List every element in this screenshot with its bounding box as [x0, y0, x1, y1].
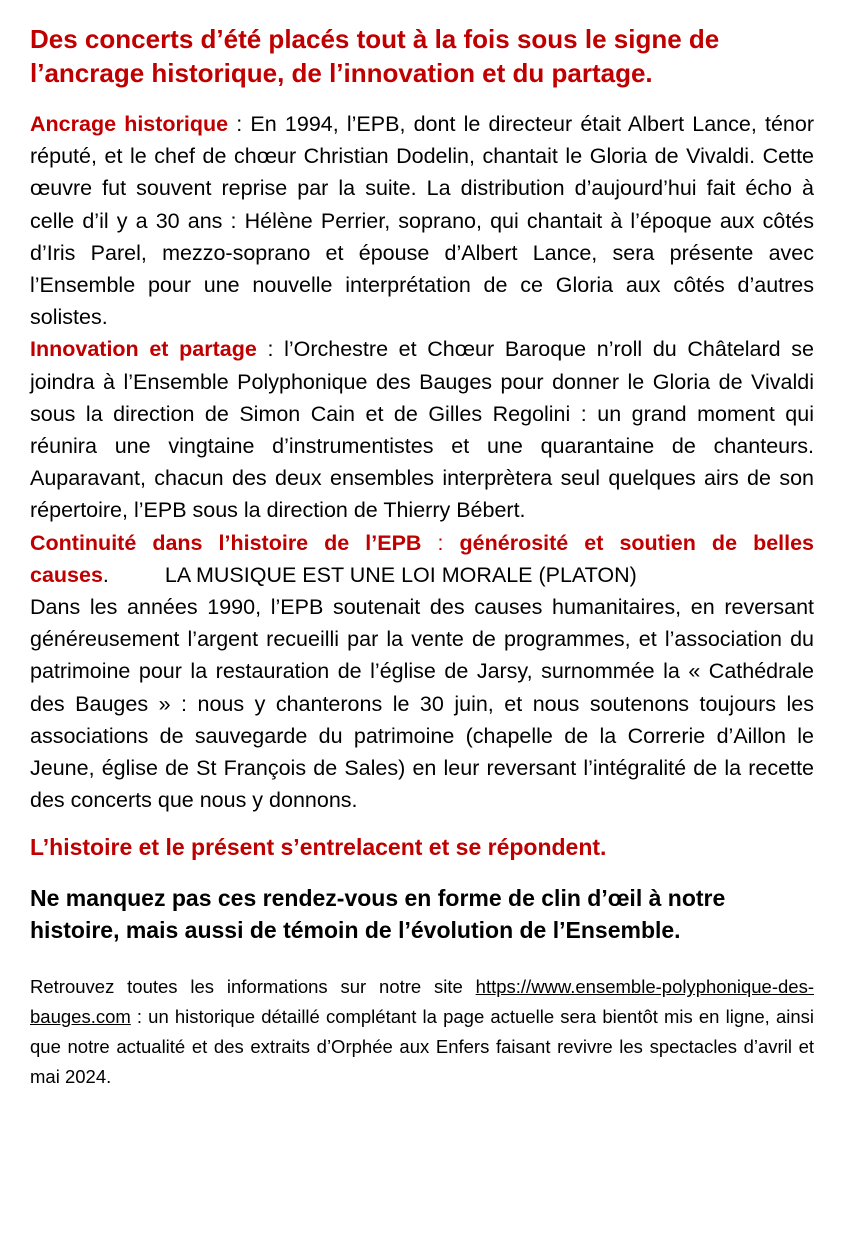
section-continuite-lead-a: Continuité dans l’histoire de l’EPB [30, 530, 422, 555]
subheading: L’histoire et le présent s’entrelacent et se répondent. [30, 834, 607, 861]
section-continuite [30, 527, 814, 817]
call-to-action: Ne manquez pas ces rendez-vous en forme de clin d’œil à notre histoire, mais aussi de témoin de l’évolution de l’Ensemble. [30, 885, 726, 944]
footer-text-before: Retrouvez toutes les informations sur notre site [30, 976, 476, 998]
section-innovation-lead: Innovation et partage [30, 337, 257, 362]
footer-info [30, 972, 814, 1092]
section-continuite-dot: . [102, 562, 109, 587]
website-link[interactable]: https://www.ensemble-polyphonique-des-bauges.com [30, 976, 814, 1028]
section-continuite-separator: : [421, 530, 460, 555]
platon-quote: LA MUSIQUE EST UNE LOI MORALE (PLATON) [164, 562, 637, 587]
section-innovation-text: : l’Orchestre et Chœur Baroque n’roll du Châtelard se joindra à l’Ensemble Polyphonique des Bauges pour donner le Gloria de Vivaldi sous la direction de Simon Cain et de Gilles Regolini : un grand moment qui réunira une vingtaine d’instrumentistes et une quarantaine de chanteurs. Auparavant, chacun des deux ensembles interprètera seul quelques airs de son répertoire, l’EPB sous la direction de Thierry Bébert. [30, 337, 814, 523]
page-title: Des concerts d’été placés tout à la fois sous le signe de l’ancrage historique, de l’innovation et du partage. [30, 24, 720, 88]
section-innovation-partage [30, 333, 814, 526]
section-continuite-text: Dans les années 1990, l’EPB soutenait des causes humanitaires, en reversant généreusement l’argent recueilli par la vente de programmes, et l’association du patrimoine pour la restauration de l’église de Jarsy, surnommée la « Cathédrale des Bauges » : nous y chanterons le 30 juin, et nous soutenons toujours les associations de sauvegarde du patrimoine (chapelle de la Correrie d’Aillon le Jeune, église de St François de Sales) en leur reversant l’intégralité de la recette des concerts que nous y donnons. [30, 595, 814, 813]
section-continuite-lead-b: générosité et soutien de belles causes [30, 530, 815, 587]
section-ancrage-historique [30, 108, 814, 333]
section-ancrage-text: : En 1994, l’EPB, dont le directeur était Albert Lance, ténor réputé, et le chef de chœur Christian Dodelin, chantait le Gloria de Vivaldi. Cette œuvre fut souvent reprise par la suite. La distribution d’aujourd’hui fait écho à celle d’il y a 30 ans : Hélène Perrier, soprano, qui chantait à l’époque aux côtés d’Iris Parel, mezzo-soprano et épouse d’Albert Lance, sera présente avec l’Ensemble pour une nouvelle interprétation de ce Gloria aux côtés d’autres solistes. [30, 112, 814, 330]
section-ancrage-lead: Ancrage historique [30, 112, 229, 136]
footer-text-after: : un historique détaillé complétant la page actuelle sera bientôt mis en ligne, ainsi que notre actualité et des extraits d’Orphée aux Enfers faisant revivre les spectacles d’avril et mai 2024. [30, 1006, 814, 1088]
